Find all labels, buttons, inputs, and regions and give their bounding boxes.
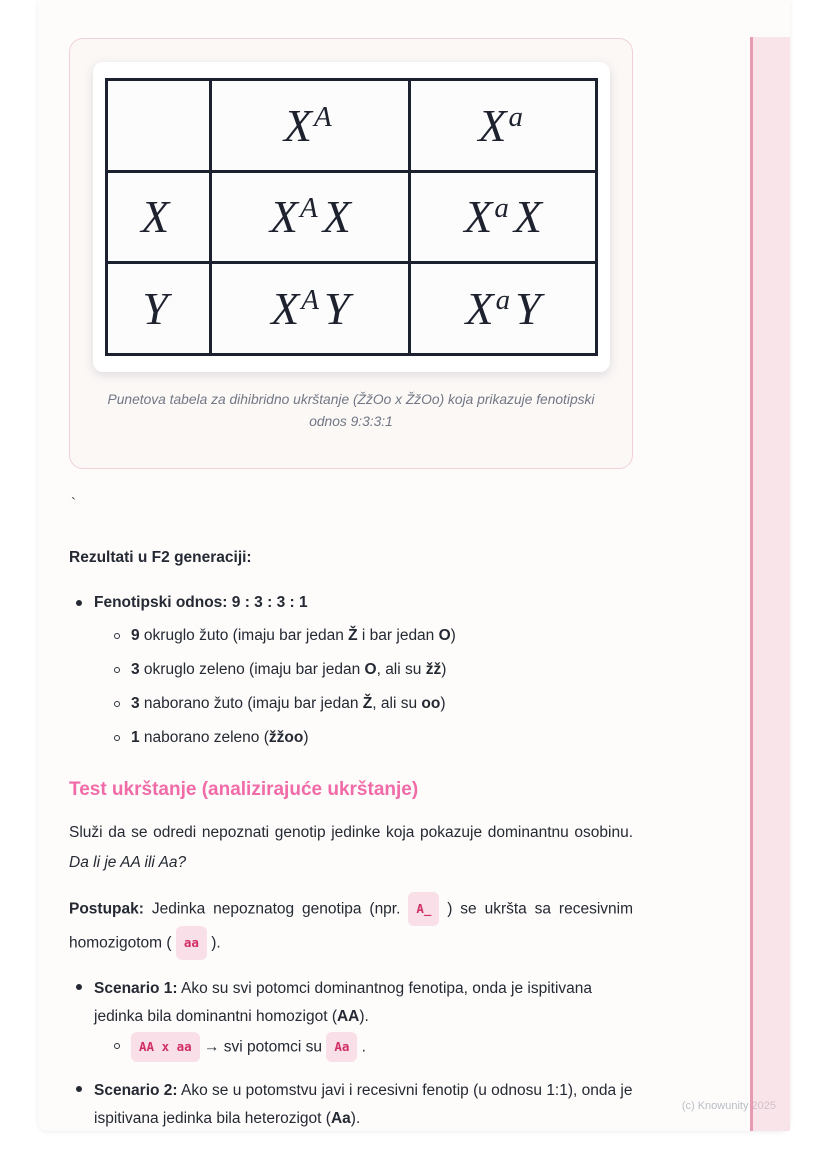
test-ukrstanje-heading: Test ukrštanje (analizirajuće ukrštanje) bbox=[69, 779, 419, 800]
figure-caption: Punetova tabela za dihibridno ukrštanje (ŽžOo x ŽžOo) koja prikazuje fenotipski odnos 9:3:3:1 bbox=[107, 392, 595, 429]
f2-item: 3 okruglo zeleno (imaju bar jedan O, ali su žž) bbox=[131, 661, 447, 678]
bullet-circle-icon bbox=[114, 701, 120, 707]
punnett-cell: X bbox=[107, 171, 211, 263]
punnett-image-panel bbox=[93, 62, 610, 372]
intro-paragraph: Služi da se odredi nepoznati genotip jedinke koja pokazuje dominantnu osobinu. Da li je AA ili Aa? bbox=[69, 824, 633, 871]
scenario-1-text: Scenario 1: Ako su svi potomci dominantnog fenotipa, onda je ispitivana jedinka bila dominantni homozigot (AA). bbox=[94, 980, 593, 1025]
bullet-circle-icon bbox=[114, 735, 120, 741]
punnett-cell: Xa bbox=[410, 80, 597, 172]
punnett-cell: Xa X bbox=[410, 171, 597, 263]
bullet-dot-icon bbox=[76, 984, 82, 990]
list-item bbox=[69, 591, 633, 615]
bullet-dot-icon bbox=[76, 600, 82, 606]
document-page bbox=[38, 0, 790, 1131]
f2-sub-list bbox=[107, 625, 633, 749]
f2-item: 3 naborano žuto (imaju bar jedan Ž, ali su oo) bbox=[131, 695, 446, 712]
f2-item: 1 naborano zeleno (žžoo) bbox=[131, 729, 309, 746]
punnett-cell: XA bbox=[211, 80, 410, 172]
bullet-circle-icon bbox=[114, 667, 120, 673]
scenario-list bbox=[69, 975, 633, 1133]
scenario-1-sub-list bbox=[107, 1033, 633, 1063]
punnett-cell bbox=[107, 80, 211, 172]
list-item bbox=[69, 1077, 633, 1133]
punnett-cell: Y bbox=[107, 263, 211, 355]
list-item bbox=[69, 975, 633, 1031]
list-item bbox=[107, 1033, 633, 1063]
copyright-watermark: (c) Knowunity 2025 bbox=[681, 1100, 776, 1112]
f2-item: 9 okruglo žuto (imaju bar jedan Ž i bar jedan O) bbox=[131, 627, 456, 644]
f2-results-list bbox=[69, 591, 633, 749]
punnett-cell: XA Y bbox=[211, 263, 410, 355]
bullet-dot-icon bbox=[76, 1086, 82, 1092]
page-content bbox=[38, 0, 790, 1133]
punnett-table bbox=[105, 78, 598, 356]
bullet-circle-icon bbox=[114, 633, 120, 639]
punnett-cell: XA X bbox=[211, 171, 410, 263]
scenario-1-sub-item: AA x aa → svi potomci su Aa . bbox=[131, 1033, 633, 1063]
bullet-circle-icon bbox=[114, 1043, 120, 1049]
list-item bbox=[107, 659, 633, 681]
postupak-paragraph: Postupak: Jedinka nepoznatog genotipa (npr. A_ ) se ukršta sa recesivnim homozigotom ( aa ). bbox=[69, 893, 633, 961]
list-item bbox=[107, 693, 633, 715]
fenotipski-odnos-title: Fenotipski odnos: 9 : 3 : 3 : 1 bbox=[94, 594, 308, 611]
punnett-cell: Xa Y bbox=[410, 263, 597, 355]
results-heading: Rezultati u F2 generaciji: bbox=[69, 549, 252, 566]
scenario-2-text: Scenario 2: Ako se u potomstvu javi i recesivni fenotip (u odnosu 1:1), onda je ispitivana jedinka bila heterozigot (Aa). bbox=[94, 1082, 633, 1127]
figure-card bbox=[69, 38, 633, 469]
list-item bbox=[107, 727, 633, 749]
stray-backtick: ` bbox=[71, 495, 76, 512]
list-item bbox=[107, 625, 633, 647]
